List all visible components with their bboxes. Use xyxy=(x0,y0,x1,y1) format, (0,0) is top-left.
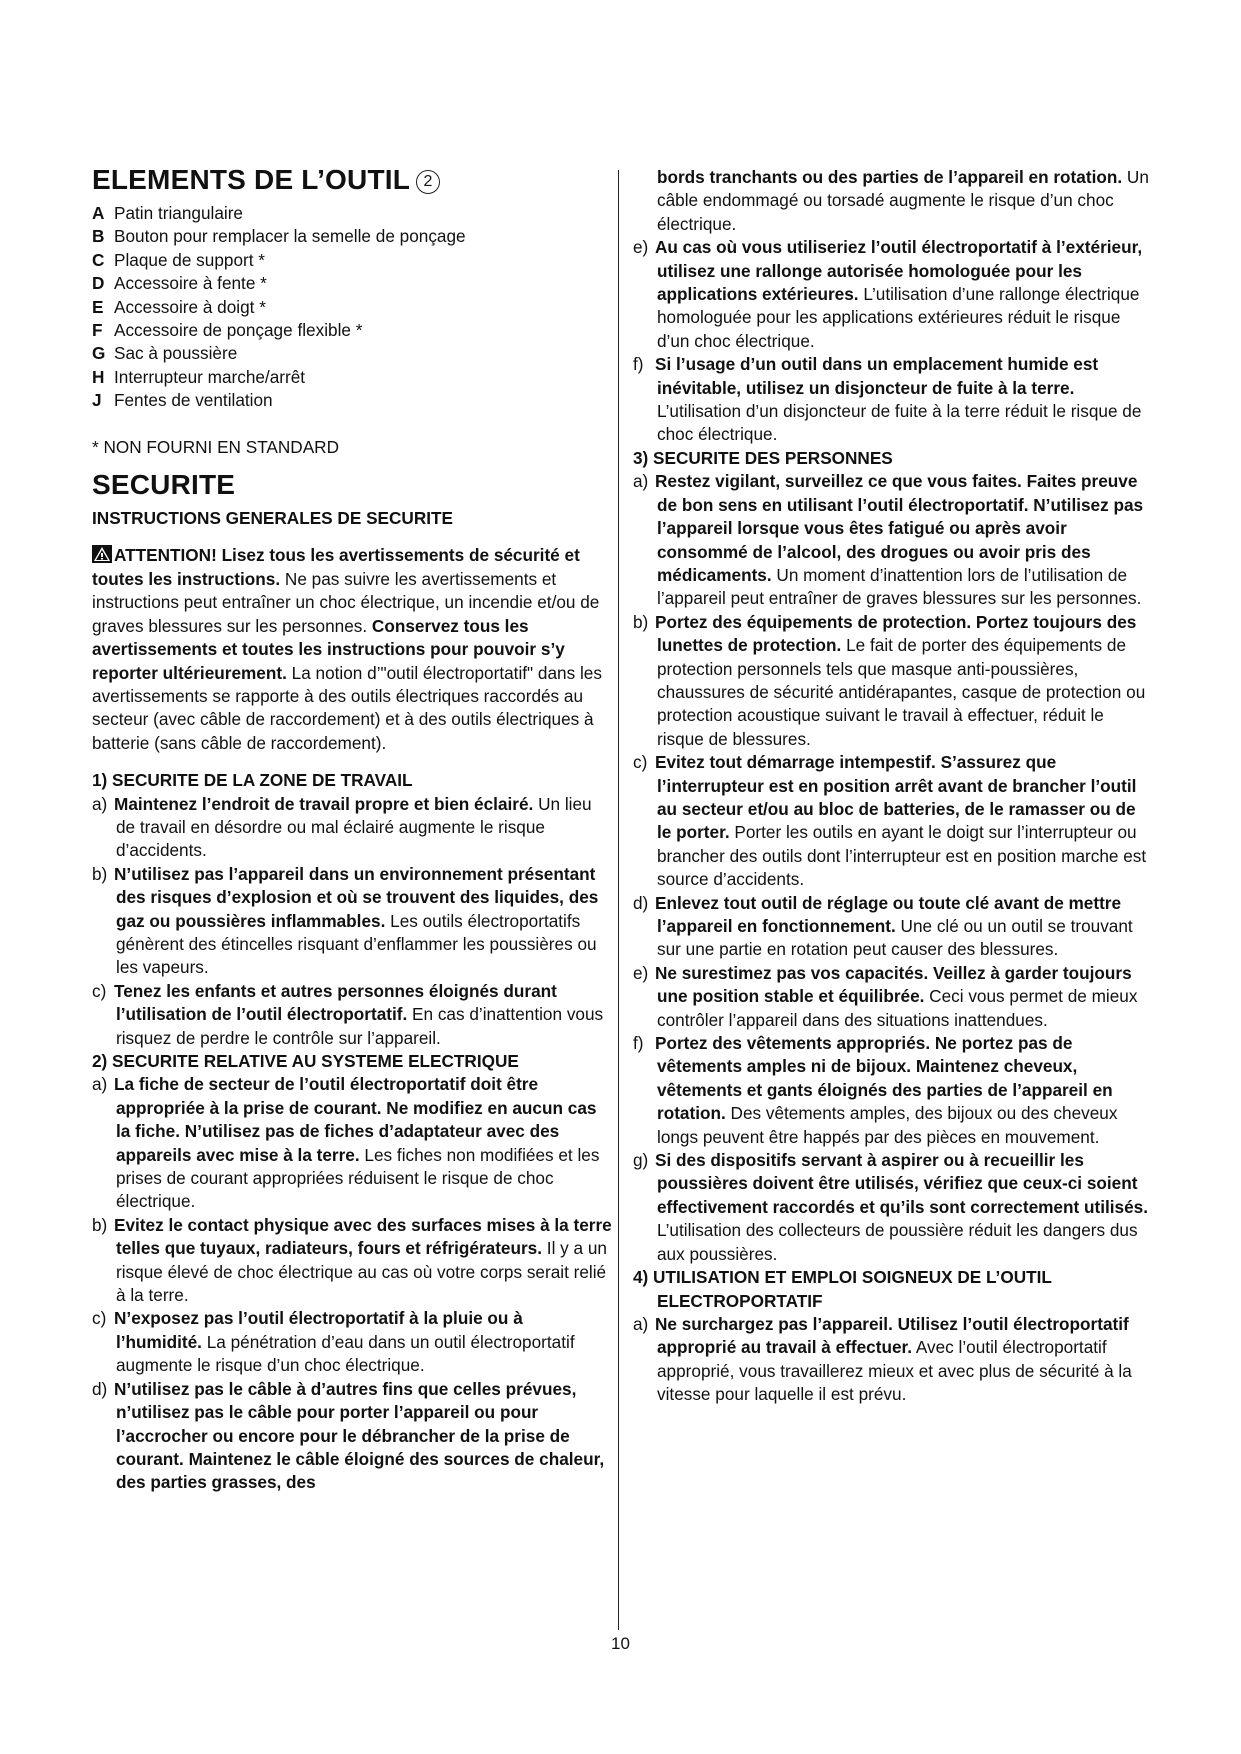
item-bold-text: Maintenez l’endroit de travail propre et bien éclairé. xyxy=(114,793,534,814)
component-label: Patin triangulaire xyxy=(114,203,243,223)
item-marker: d) xyxy=(92,1378,108,1399)
component-key: E xyxy=(92,296,104,317)
item-marker: a) xyxy=(92,1074,108,1095)
component-label: Interrupteur marche/arrêt xyxy=(114,366,306,387)
item-text: Avec l’outil électroportatif approprié, vous travaillerez mieux et avec plus de sécurité à la vitesse pour laquelle il est prévu. xyxy=(657,1337,1132,1405)
component-item xyxy=(92,319,612,342)
item-text: Ceci vous permet de mieux contrôler l’appareil dans des situations inattendues. xyxy=(657,986,1138,1030)
left-column xyxy=(92,158,612,1495)
section-1-heading: 1) SECURITE DE LA ZONE DE TRAVAIL xyxy=(92,770,413,791)
component-key: J xyxy=(92,390,102,411)
item-marker: b) xyxy=(633,611,649,632)
safety-item xyxy=(633,611,1153,751)
item-bold-text: Enlevez tout outil de réglage ou toute clé avant de mettre l’appareil en fonctionnement. xyxy=(655,892,1122,936)
item-text: Un lieu de travail en désordre ou mal éclairé augmente le risque d’accidents. xyxy=(116,793,592,861)
item-text: Une clé ou un outil se trouvant sur une partie en rotation peut causer des blessures. xyxy=(657,916,1133,960)
figure-reference: 2 xyxy=(416,170,440,194)
component-item xyxy=(92,342,612,365)
page-number: 10 xyxy=(611,1634,630,1653)
safety-item xyxy=(92,863,612,980)
item-marker: b) xyxy=(92,863,108,884)
item-bold-text: Evitez le contact physique avec des surfaces mises à la terre telles que tuyaux, radiateurs, fours et réfrigérateurs. xyxy=(114,1214,612,1259)
safety-item xyxy=(633,892,1153,962)
item-text: Il y a un risque élevé de choc électrique au cas où votre corps serait relié à la terre. xyxy=(116,1238,607,1306)
item-text: Porter les outils en ayant le doigt sur l’interrupteur ou brancher des outils dont l’interrupteur est en position marche est source d’accidents. xyxy=(657,822,1147,890)
item-bold-text: Si des dispositifs servant à aspirer ou à recueillir les poussières doivent être utilisés, vérifiez que ceux-ci soient effectivement raccordés et qu’ils sont correctement utilisés. xyxy=(655,1150,1148,1217)
item-marker: f) xyxy=(633,354,644,375)
section-1-list xyxy=(92,793,612,1050)
section-3-heading: 3) SECURITE DES PERSONNES xyxy=(633,447,893,468)
item-marker: d) xyxy=(633,892,649,913)
component-item xyxy=(92,296,612,319)
section-2-list xyxy=(92,1073,612,1494)
component-label: Accessoire à doigt * xyxy=(114,296,266,317)
safety-item xyxy=(92,1214,612,1308)
safety-item xyxy=(633,1149,1153,1266)
attention-paragraph: ATTENTION! Lisez tous les avertissements de sécurité et toutes les instructions. Ne pas suivre les avertissements et instructions peut entraîner un choc électrique, un incendie et/ou de graves blessures sur les personnes. Conservez tous les avertissements et toutes les instructions pour pouvoir s’y reporter ultérieurement. La notion d’"outil électroportatif" dans les avertissements se rapporte à des outils électriques raccordés au secteur (avec câble de raccordement) et à des outils électriques à batterie (sans câble de raccordement). xyxy=(92,545,602,753)
item-bold-text: Au cas où vous utiliseriez l’outil électroportatif à l’extérieur, utilisez une rallonge autorisée homologuée pour les applications extérieures. xyxy=(655,237,1143,305)
item-text: L’utilisation des collecteurs de poussière réduit les dangers dus aux poussières. xyxy=(657,1220,1138,1264)
component-key: F xyxy=(92,320,103,341)
item-marker: e) xyxy=(633,962,649,983)
item-text: Les outils électroportatifs génèrent des étincelles risquant d’enflammer les poussières ou les vapeurs. xyxy=(116,910,597,978)
safety-item xyxy=(92,1307,612,1377)
safety-item xyxy=(633,1313,1153,1407)
component-item xyxy=(92,249,612,272)
component-key: D xyxy=(92,273,105,294)
item-text: L’utilisation d’une rallonge électrique homologuée pour les applications extérieures réduit le risque d’un choc électrique. xyxy=(657,284,1140,351)
safety-item xyxy=(633,236,1153,353)
safety-item xyxy=(92,980,612,1050)
item-marker: e) xyxy=(633,237,649,258)
components-note: * NON FOURNI EN STANDARD xyxy=(92,436,340,457)
safety-item xyxy=(92,1073,612,1213)
item-marker: f) xyxy=(633,1033,644,1054)
item-marker: c) xyxy=(633,752,648,773)
warning-icon xyxy=(92,545,112,563)
right-column xyxy=(633,166,1153,1407)
item-marker: b) xyxy=(92,1214,108,1235)
item-marker: a) xyxy=(633,471,649,492)
item-marker: c) xyxy=(92,980,107,1001)
item-bold-text: Si l’usage d’un outil dans un emplacement humide est inévitable, utilisez un disjoncteur de fuite à la terre. xyxy=(655,354,1099,398)
components-list xyxy=(92,202,612,413)
item-text: Les fiches non modifiées et les prises de courant appropriées réduisent le risque de choc électrique. xyxy=(116,1144,600,1212)
component-item xyxy=(92,272,612,295)
item-bold-text: Ne surestimez pas vos capacités. Veillez à garder toujours une position stable et équilibrée. xyxy=(655,962,1132,1007)
safety-item xyxy=(633,1032,1153,1149)
section-2-continued: bords tranchants ou des parties de l’appareil en rotation. Un câble endommagé ou torsadé augmente le risque d’un choc électrique. xyxy=(657,167,1149,234)
component-item xyxy=(92,202,612,225)
item-bold-text: Tenez les enfants et autres personnes éloignés durant l’utilisation de l’outil électroportatif. xyxy=(114,980,557,1025)
components-title: ELEMENTS DE L’OUTIL 2 xyxy=(92,162,612,198)
item-bold-text: N’utilisez pas le câble à d’autres fins que celles prévues, n’utilisez pas le câble pour porter l’appareil ou pour l’accrocher ou encore pour le débrancher de la prise de courant. Maintenez le câble éloigné des sources de chaleur, des parties grasses, des xyxy=(114,1378,605,1493)
component-label: Fentes de ventilation xyxy=(114,390,273,411)
safety-title: SECURITE xyxy=(92,469,236,501)
column-divider xyxy=(618,170,619,1630)
component-key: G xyxy=(92,343,106,364)
item-marker: a) xyxy=(92,793,108,814)
item-text: Un moment d’inattention lors de l’utilisation de l’appareil peut entraîner de graves blessures sur les personnes. xyxy=(657,564,1142,609)
item-bold-text: Evitez tout démarrage intempestif. S’assurez que l’interrupteur est en position arrêt avant de brancher l’outil au secteur et/ou au bloc de batteries, de le ramasser ou de le porter. xyxy=(655,752,1137,843)
item-bold-text: N’utilisez pas l’appareil dans un environnement présentant des risques d’explosion et où se trouvent des liquides, des gaz ou poussières inflammables. xyxy=(114,863,599,931)
component-item xyxy=(92,225,612,248)
item-marker: a) xyxy=(633,1313,649,1334)
general-instructions-heading: INSTRUCTIONS GENERALES DE SECURITE xyxy=(92,508,453,529)
component-key: A xyxy=(92,203,105,223)
component-item xyxy=(92,366,612,389)
component-key: B xyxy=(92,226,105,247)
component-item xyxy=(92,389,612,412)
section-3-list xyxy=(633,470,1153,1266)
safety-item xyxy=(633,470,1153,610)
item-text: En cas d’inattention vous risquez de perdre le contrôle sur l’appareil. xyxy=(116,1004,604,1048)
safety-item xyxy=(633,751,1153,891)
safety-item xyxy=(92,793,612,863)
item-bold-text: Portez des équipements de protection. Portez toujours des lunettes de protection. xyxy=(655,611,1137,656)
item-marker: g) xyxy=(633,1150,649,1171)
safety-item xyxy=(633,353,1153,447)
component-label: Bouton pour remplacer la semelle de ponçage xyxy=(114,226,466,247)
component-label: Accessoire à fente * xyxy=(114,273,267,294)
component-label: Accessoire de ponçage flexible * xyxy=(114,320,363,341)
section-4-list xyxy=(633,1313,1153,1407)
component-label: Plaque de support * xyxy=(114,249,265,270)
safety-item xyxy=(92,1378,612,1495)
item-text: La pénétration d’eau dans un outil électroportatif augmente le risque d’un choc électrique. xyxy=(116,1331,575,1376)
item-text: Des vêtements amples, des bijoux ou des cheveux longs peuvent être happés par des pièces en mouvement. xyxy=(657,1103,1118,1147)
safety-item xyxy=(633,962,1153,1032)
component-label: Sac à poussière xyxy=(114,343,238,364)
component-key: C xyxy=(92,249,105,270)
item-bold-text: N’exposez pas l’outil électroportatif à la pluie ou à l’humidité. xyxy=(114,1308,523,1352)
item-bold-text: Restez vigilant, surveillez ce que vous faites. Faites preuve de bon sens en utilisant l’outil électroportatif. N’utilisez pas l’appareil lorsque vous êtes fatigué ou après avoir consommé de l’alcool, des drogues ou avoir pris des médicaments. xyxy=(655,471,1144,585)
section-4-heading: 4) UTILISATION ET EMPLOI SOIGNEUX DE L’OUTIL ELECTROPORTATIF xyxy=(633,1267,1052,1311)
item-text: Le fait de porter des équipements de protection personnels tels que masque anti-poussières, chaussures de sécurité antidérapantes, casque de protection ou protection acoustique suivant le travail à effectuer, réduit le risque de blessures. xyxy=(657,635,1146,749)
component-key: H xyxy=(92,366,105,387)
item-text: L’utilisation d’un disjoncteur de fuite à la terre réduit le risque de choc électrique. xyxy=(657,401,1142,445)
section-2-list-continued xyxy=(633,236,1153,447)
item-bold-text: Ne surchargez pas l’appareil. Utilisez l’outil électroportatif approprié au travail à effectuer. xyxy=(655,1313,1129,1358)
section-2-heading: 2) SECURITE RELATIVE AU SYSTEME ELECTRIQUE xyxy=(92,1051,519,1071)
item-bold-text: La fiche de secteur de l’outil électroportatif doit être appropriée à la prise de courant. Ne modifiez en aucun cas la fiche. N’utilisez pas de fiches d’adaptateur avec des appareils avec mise à la terre. xyxy=(114,1074,597,1165)
item-marker: c) xyxy=(92,1308,107,1329)
item-bold-text: Portez des vêtements appropriés. Ne portez pas de vêtements amples ni de bijoux. Maintenez cheveux, vêtements et gants éloignés des parties de l’appareil en rotation. xyxy=(655,1033,1113,1124)
